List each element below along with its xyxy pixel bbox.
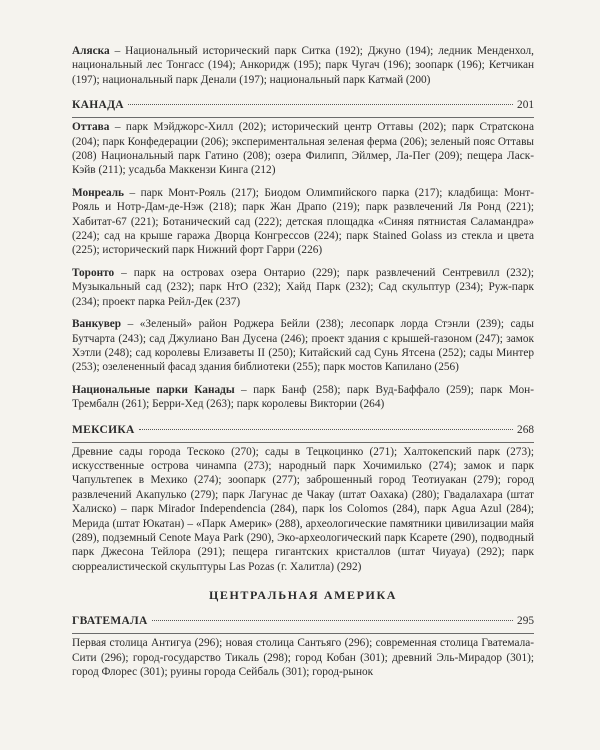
entry-text: – парк на островах озера Онтарио (229); парк развлечений Сентревилл (232); Музыкальный сад (232); парк HтO (232); Хайд Парк (232); Сад скульптур (234); Руж-парк (234); проект парка Рейл-Дек (237) <box>72 266 534 308</box>
entry-mexico <box>72 445 534 575</box>
section-page-number: 201 <box>517 99 534 112</box>
entry-text: – парк Монт-Рояль (217); Биодом Олимпийского парка (217); кладбища: Монт-Рояль и Нотр-Дам-де-Нэж (218); парк Жан Драпо (219); парк развлечений Ля Ронд (221); Хабитат-67 (221); Ботанический сад (222); детская площадка «Синяя пятнистая Саламандра» (224); сад на крыше гаража Дворца Конгрессов (224); парк Stained Golass из стекла и цвета (225); исторический парк Нижний форт Гарри (226) <box>72 186 534 257</box>
section-page-number: 268 <box>517 423 534 436</box>
entry-title: Оттава <box>72 121 110 134</box>
entry-title: Ванкувер <box>72 318 122 331</box>
entry-alaska <box>72 44 534 87</box>
section-title: ГВАТЕМАЛА <box>72 615 148 628</box>
entry-guatemala <box>72 636 534 679</box>
section-header-guatemala <box>72 613 534 627</box>
entry-title: Монреаль <box>72 186 125 199</box>
entry-text: – «Зеленый» район Роджера Бейли (238); лесопарк лорда Стэнли (239); сады Бутчарта (243); сад Джулиано Ван Дусена (246); проект здания с крышей-газоном (247); замок Хэтли (248); сад королевы Елизаветы II (250); Китайский сад Сунь Ятсена (252); сады Минтер (253); озелененный фасад здания библиотеки (255); парк мостов Капилано (256) <box>72 318 534 374</box>
entry-ottawa <box>72 120 534 178</box>
section-title: КАНАДА <box>72 99 124 112</box>
entry-montreal <box>72 186 534 258</box>
entry-text: – парк Банф (258); парк Вуд-Баффало (259); парк Мон-Трембалн (261); Берри-Хед (263); парк королевы Виктории (264) <box>72 383 534 411</box>
section-title: МЕКСИКА <box>72 423 135 436</box>
leader-dots <box>152 620 513 621</box>
entry-text: – парк Мэйджорс-Хилл (202); исторический центр Оттавы (202); парк Стратскона (204); парк Конфедерации (206); экспериментальная зеленая ферма (206); зеленый пояс Оттавы (208) Национальный парк Гатино (208); озера Филипп, Эйлмер, Ла-Пег (209); пещера Ласк-Кэйв (211); усадьба Маккензи Кинга (212) <box>72 121 534 177</box>
entry-title: Аляска <box>72 45 110 57</box>
entry-text: Первая столица Антигуа (296); новая столица Сантьяго (296); современная столица Гватемала-Сити (296); город-государство Тикаль (298); город Кобан (301); древний Эль-Мирадор (301); город Флорес (301); руины города Сейбаль (301); город-рынок <box>72 637 534 678</box>
entry-title: Национальные парки Канады <box>72 383 235 396</box>
entry-toronto <box>72 266 534 309</box>
entry-national-parks <box>72 383 534 412</box>
leader-dots <box>139 429 513 430</box>
entry-text: Древние сады города Тескоко (270); сады в Тецкоцинко (271); Халтокепский парк (273); искусственные острова чинампа (273); народный парк Хочимилько (274); замок и парк Чапультепек в Мехико (274); зоопарк (277); заброшенный город Теотиуакан (279); город развлечений Акапулько (279); парк Лагунас де Чакау (штат Оахака) (280); Гвадалахара (штат Халиско) – парк Mirador Independencia (284), парк los Colomos (284), парк Agua Azul (284); Мерида (штат Юкатан) – «Парк Америк» (288), археологические памятники цивилизации майя (289), подземный Cenote Maya Park (290), Эко-археологический парк Ксарете (290), подводный парк Джесона Тейлора (291); пещера гигантских кристаллов (штат Чиуауа) (292); парк сюрреалистической скульптуры Las Pozas (г. Халитла) (292) <box>72 445 534 573</box>
entry-vancouver <box>72 317 534 375</box>
section-header-canada <box>72 97 534 111</box>
region-title: ЦЕНТРАЛЬНАЯ АМЕРИКА <box>208 588 398 603</box>
entry-text: – Национальный исторический парк Ситка (192); Джуно (194); ледник Менденхол, национальный лес Тонгасс (194); Анкоридж (195); парк Чугач (196); зоопарк (196); Кетчикан (197); национальный парк Денали (197); национальный парк Катмай (200) <box>72 45 534 86</box>
section-page-number: 295 <box>517 615 534 628</box>
entry-title: Торонто <box>72 266 115 279</box>
section-header-mexico <box>72 422 534 436</box>
leader-dots <box>128 104 513 105</box>
